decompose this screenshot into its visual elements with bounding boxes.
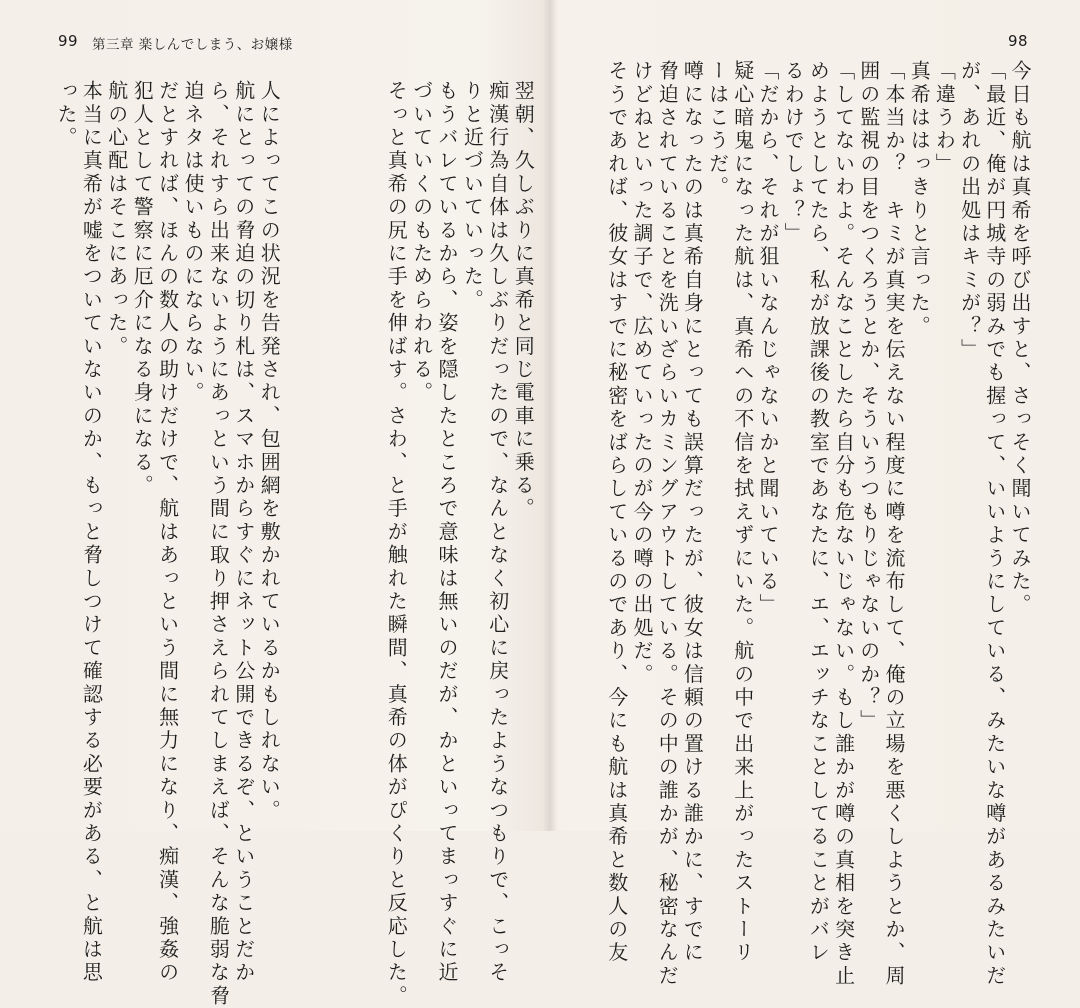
left-line: 航にとっての脅迫の切り札は、スマホからすぐにネット公開できるぞ、ということだか bbox=[231, 80, 256, 985]
right-line: 噂になったのは真希自身にとっても誤算だったが、彼女は信頼の置ける誰かに、すでに bbox=[680, 60, 705, 965]
page-number-left: 99 bbox=[58, 32, 79, 50]
right-line: めようとしてたら、私が放課後の教室であなたに、エ、エッチなことしてることがバレ bbox=[806, 60, 831, 965]
right-line: が、あれの出処はキミが？」 bbox=[957, 60, 982, 362]
page-number-right: 98 bbox=[1008, 32, 1029, 50]
right-line: そうであれば、彼女はすでに秘密をばらしているのであり、今にも航は真希と数人の友 bbox=[604, 60, 629, 965]
left-line: そっと真希の尻に手を伸ばす。さわ、と手が触れた瞬間、真希の体がぴくりと反応した。 bbox=[384, 80, 409, 1008]
right-line: 「違うわ」 bbox=[932, 60, 957, 176]
right-line: 「だから、それが狙いなんじゃないかと聞いている」 bbox=[756, 60, 780, 617]
right-line: ーはこうだ。 bbox=[705, 60, 730, 200]
right-line: 「してないわよ。そんなことしたら自分も危ないじゃない。もし誰かが噂の真相を突き止 bbox=[831, 60, 856, 988]
chapter-title: 第三章 楽しんでしまう、お嬢様 bbox=[92, 37, 293, 53]
left-line: 犯人として警察に厄介になる身になる。 bbox=[130, 80, 155, 498]
right-page bbox=[550, 0, 1080, 988]
left-line: 人によってこの状況を告発され、包囲網を敷かれているかもしれない。 bbox=[257, 80, 282, 823]
right-line: 「本当か？ キミが真実を伝えない程度に噂を流布して、俺の立場を悪くしようとか、周 bbox=[882, 60, 906, 988]
left-line: りと近づいていった。 bbox=[460, 80, 485, 312]
right-line: 今日も航は真希を呼び出すと、さっそく聞いてみた。 bbox=[1008, 60, 1032, 617]
left-line: 痴漢行為自体は久しぶりだったので、なんとなく初心に戻ったようなつもりで、こっそ bbox=[485, 80, 510, 985]
left-line: ら、それすら出来ないようにあっという間に取り押さえられてしまえば、そんな脆弱な脅 bbox=[206, 80, 231, 1008]
right-line: 脅迫されていることを洗いざらいカミングアウトしている。その中の誰かが、秘密なんだ bbox=[655, 60, 680, 988]
right-line: 真希ははっきりと言った。 bbox=[907, 60, 932, 339]
right-line: 囲の監視の目をつくろうとか、そういうつもりじゃないのか？」 bbox=[856, 60, 881, 733]
left-line: もうバレているから、姿を隠したところで意味は無いのだが、かといってまっすぐに近 bbox=[435, 80, 459, 985]
left-line: 迫ネタは使いものにならない。 bbox=[181, 80, 205, 405]
left-line: だとすれば、ほんの数人の助けだけで、航はあっという間に無力になり、痴漢、強姦の bbox=[155, 80, 180, 985]
left-line: 翌朝、久しぶりに真希と同じ電車に乗る。 bbox=[511, 80, 536, 521]
right-line: るわけでしょ？」 bbox=[781, 60, 806, 246]
left-line: づいていくのもためらわれる。 bbox=[409, 80, 434, 405]
right-line: 「最近、俺が円城寺の弱みでも握って、いいようにしている、みたいな噂があるみたいだ bbox=[982, 60, 1007, 988]
right-line: けどねといった調子で、広めていったのが今の噂の出処だ。 bbox=[630, 60, 654, 687]
left-line: 本当に真希が嘘をついていないのか、もっと脅しつけて確認する必要がある、と航は思 bbox=[79, 80, 104, 985]
left-line: った。 bbox=[54, 80, 78, 150]
right-line: 疑心暗鬼になった航は、真希への不信を拭えずにいた。航の中で出来上がったストーリ bbox=[730, 60, 755, 965]
left-line: 航の心配はそこにあった。 bbox=[104, 80, 129, 359]
